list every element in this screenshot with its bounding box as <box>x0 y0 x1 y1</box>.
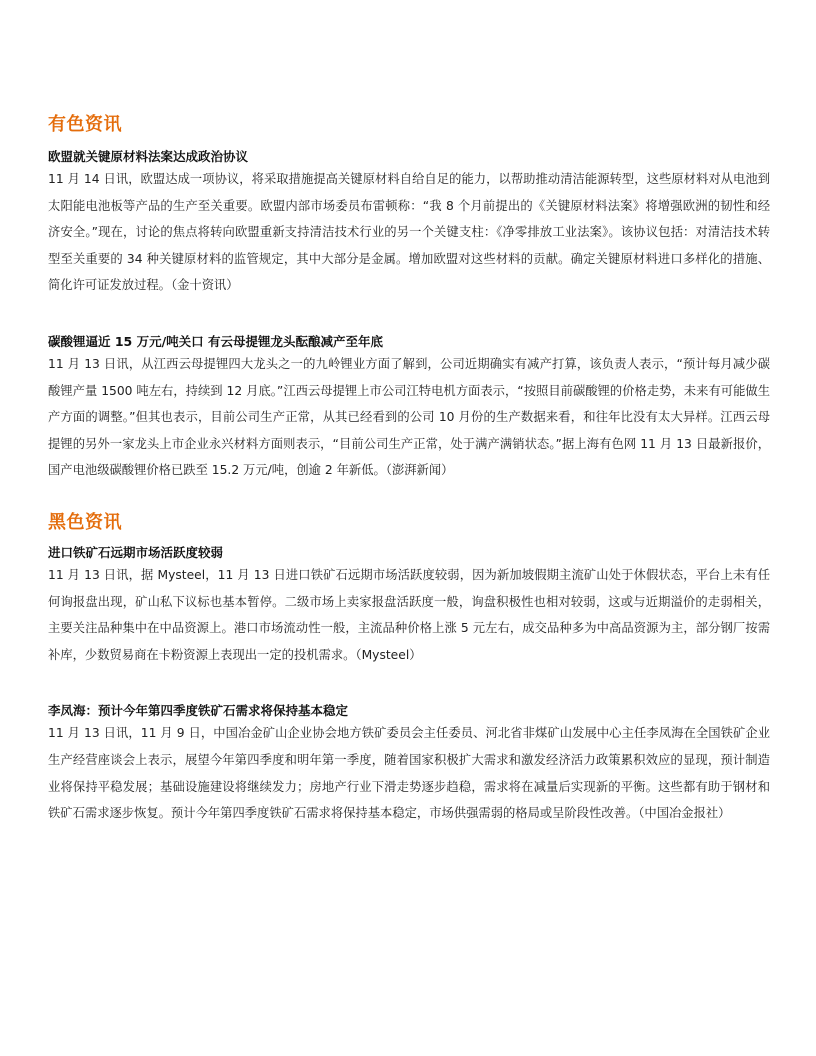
spacer <box>48 484 770 510</box>
article-body: 11 月 13 日讯，据 Mysteel，11 月 13 日进口铁矿石远期市场活跃度较弱，因为新加坡假期主流矿山处于休假状态，平台上未有任何询报盘出现，矿山私下议标也基本暂停。二级市场上卖家报盘活跃度一般，询盘积极性也相对较弱，这或与近期溢价的走弱相关，主要关注品种集中在中品资源上。港口市场流动性一般，主流品种价格上涨 5 元左右，成交品种多为中高品资源为主，部分钢厂按需补库，少数贸易商在卡粉资源上表现出一定的投机需求。（Mysteel） <box>48 567 770 662</box>
document-page <box>48 112 770 827</box>
section-title: 有色资讯 <box>48 114 122 135</box>
article-body: 11 月 13 日讯，11 月 9 日，中国冶金矿山企业协会地方铁矿委员会主任委员、河北省非煤矿山发展中心主任李凤海在全国铁矿企业生产经营座谈会上表示，展望今年第四季度和明年第一季度，随着国家积极扩大需求和激发经济活力政策累积效应的显现，预计制造业将保持平稳发展；基础设施建设将继续发力；房地产行业下滑走势逐步趋稳，需求将在减量后实现新的平衡。这些都有助于钢材和铁矿石需求逐步恢复。预计今年第四季度铁矿石需求将保持基本稳定，市场供强需弱的格局或呈阶段性改善。（中国冶金报社） <box>48 726 770 821</box>
spacer <box>48 299 770 333</box>
spacer <box>48 668 770 702</box>
article-body: 11 月 14 日讯，欧盟达成一项协议，将采取措施提高关键原材料自给自足的能力，以帮助推动清洁能源转型，这些原材料对从电池到太阳能电池板等产品的生产至关重要。欧盟内部市场委员布雷顿称：“我 8 个月前提出的《关键原材料法案》将增强欧洲的韧性和经济安全。”现在，讨论的焦点将转向欧盟重新支持清洁技术行业的另一个关键支柱：《净零排放工业法案》。该协议包括：对清洁技术转型至关重要的 34 种关键原材料的监管规定，其中大部分是金属。增加欧盟对这些材料的贡献。确定关键原材料进口多样化的措施、简化许可证发放过程。（金十资讯） <box>48 172 770 293</box>
article-title: 李凤海：预计今年第四季度铁矿石需求将保持基本稳定 <box>48 703 349 719</box>
article-title: 碳酸锂逼近 15 万元/吨关口 有云母提锂龙头酝酿减产至年底 <box>48 333 384 349</box>
section-title: 黑色资讯 <box>48 511 122 533</box>
article-title: 进口铁矿石远期市场活跃度较弱 <box>48 544 224 560</box>
article <box>48 702 770 826</box>
article <box>48 333 770 484</box>
article <box>48 148 770 299</box>
article-title: 欧盟就关键原材料法案达成政治协议 <box>48 149 249 164</box>
section-nonferrous-news <box>48 112 770 484</box>
section-ferrous-news <box>48 510 770 827</box>
article-body: 11 月 13 日讯，从江西云母提锂四大龙头之一的九岭锂业方面了解到，公司近期确实有减产打算，该负责人表示，“预计每月减少碳酸锂产量 1500 吨左右，持续到 12 月底。”江西云母提锂上市公司江特电机方面表示，“按照目前碳酸锂的价格走势，未来有可能做生产方面的调整。”但其也表示，目前公司生产正常，从其已经看到的公司 10 月份的生产数据来看，和往年比没有太大异样。江西云母提锂的另外一家龙头上市企业永兴材料方面则表示，“目前公司生产正常，处于满产满销状态。”据上海有色网 11 月 13 日最新报价，国产电池级碳酸锂价格已跌至 15.2 万元/吨，创逾 2 年新低。（澎湃新闻） <box>48 356 770 478</box>
article <box>48 544 770 668</box>
